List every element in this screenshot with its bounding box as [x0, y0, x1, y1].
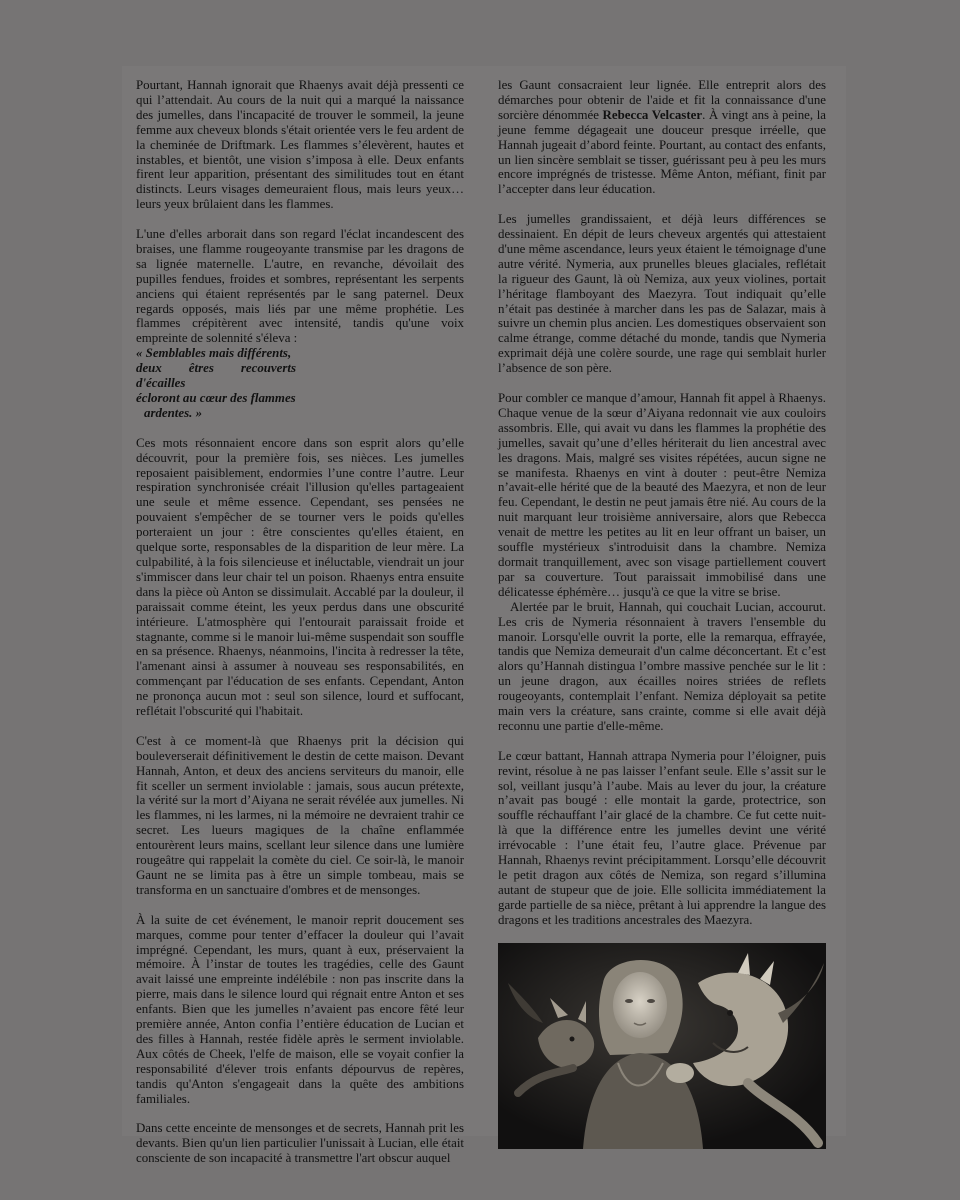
paragraph: Alertée par le bruit, Hannah, qui couchait Lucian, accourut. Les cris de Nymeria résonnaient à travers l'ensemble du manoir. Lorsqu'elle ouvrit la porte, elle la remarqua, effrayée, tandis que Nemiza demeurait d'un calme déconcertant. Et c’est alors qu’Hannah distingua l’ombre massive penchée sur le lit : un jeune dragon, aux écailles noires striées de reflets rougeoyants, contemplait l’enfant. Nemiza déployait sa petite main vers la créature, sans crainte, comme si elle avait déjà reconnu une partie d'elle-même. [498, 599, 826, 733]
quote-line: ardentes. » [144, 405, 203, 420]
right-column [498, 78, 826, 1149]
paragraph: Ces mots résonnaient encore dans son esprit alors qu’elle découvrit, pour la première fois, ses nièces. Les jumelles reposaient paisiblement, endormies l’une contre l’autre. Leur respiration synchronisée créait l'illusion qu'elles partageaient une seule et même essence. Cependant, ses pensées ne pouvaient s'empêcher de se tourner vers le poids qu'elles porteraient un jour : être conscientes qu'elles étaient, en quelque sorte, responsables de la disparition de leur mère. La culpabilité, à la fois silencieuse et inéluctable, viendrait un jour s'immiscer dans leur chair tel un poison. Rhaenys entra ensuite dans la pièce où Anton se dissimulait. Accablé par la douleur, il paraissait comme éteint, les yeux perdus dans une obscurité intérieure. L'atmosphère qui l'entourait paraissait froide et stagnante, comme si le manoir lui-même suspendait son souffle en sa présence. Rhaenys, néanmoins, l'incita à redresser la tête, l'amenant ainsi à assumer à nouveau ses responsabilités, en commençant par l'éducation de ses enfants. Cependant, Anton ne prononça aucun mot : seul son silence, lourd et suffocant, reflétait l'obscurité qui l'habitait. [136, 435, 464, 719]
quote-line: deux êtres recouverts d'écailles [136, 361, 296, 391]
paragraph [498, 78, 826, 197]
prophecy-quote [136, 346, 296, 421]
text-run: les Gaunt consacraient leur lignée. Elle entreprit alors des démarches pour obtenir de l'aide et fit la connaissance d'une sorcière dénommée [498, 78, 826, 122]
quote-line: « Semblables mais différents, [136, 346, 292, 361]
paragraph: À la suite de cet événement, le manoir reprit doucement ses marques, comme pour tenter d’effacer la douleur qui l’avait imprégné. Cependant, les murs, quant à eux, préservaient la mémoire. À l’instar de toutes les tragédies, celle des Gaunt avait laissé une empreinte indélébile : non pas inscrite dans la pierre, mais dans le silence lourd qui régnait entre Anton et ses enfants. Bien que les jumelles n’avaient pas encore fêté leur première année, Anton confia l’entière éducation de Lucian et des filles à Hannah, restée fidèle après le serment inviolable. Aux côtés de Cheek, l'elfe de maison, elle se voyait confier la responsabilité d'élever trois enfants dépourvus de repères, tandis qu'Anton s'engageait dans la quête des ambitions familiales. [136, 912, 464, 1106]
paragraph: Dans cette enceinte de mensonges et de secrets, Hannah prit les devants. Bien qu'un lien particulier l'unissait à Lucian, elle était consciente de son incapacité à transmettre l'art obscur auquel [136, 1121, 464, 1166]
text-run: . À vingt ans à peine, la jeune femme dégageait une douceur presque irréelle, que Hannah jugeait d’abord feinte. Pourtant, au contact des enfants, un lien sincère semblait se tisser, guérissant peu à peu les murs encore imprégnés de tristesse. Même Anton, méfiant, finit par l’accepter dans leur éducation. [498, 107, 827, 197]
left-column [136, 78, 464, 1181]
girl-with-dragon-illustration [498, 943, 826, 1149]
paragraph: Le cœur battant, Hannah attrapa Nymeria pour l’éloigner, puis revint, résolue à ne pas laisser l’enfant seule. Elle s’assit sur le sol, veillant jusqu’à l’aube. Mais au lever du jour, la créature n’avait pas bougé : elle montait la garde, protectrice, son souffle réchauffant l’air glacé de la chambre. Ce fut cette nuit-là que la différence entre les jumelles devint une vérité irrévocable : l’une était feu, l’autre glace. Prévenue par Hannah, Rhaenys revint précipitamment. Lorsqu’elle découvrit le petit dragon aux côtés de Nemiza, son regard s’illumina autant de stupeur que de joie. Elle sollicita immédiatement la garde partielle de sa nièce, prêtant à lui apprendre la langue des dragons et les traditions ancestrales des Maezyra. [498, 748, 826, 927]
paragraph: L'une d'elles arborait dans son regard l'éclat incandescent des braises, une flamme rougeoyante transmise par les dragons de sa lignée maternelle. L'autre, en revanche, dévoilait des pupilles fendues, froides et sombres, représentant les serpents anciens qui étaient représentés par le sang paternel. Deux regards opposés, mais liés par une même prophétie. Les flammes crépitèrent avec intensité, tandis qu'une voix empreinte de solennité s'éleva : [136, 227, 464, 346]
document-page [122, 66, 846, 1166]
quote-line: écloront au cœur des flammes [136, 391, 296, 406]
paragraph: Les jumelles grandissaient, et déjà leurs différences se dessinaient. En dépit de leurs cheveux argentés qui attestaient d'une même ascendance, leurs yeux étaient le témoignage d'une autre vérité. Nymeria, aux prunelles bleues glaciales, reflétait la rigueur des Gaunt, là où Nemiza, aux yeux violines, portait l’héritage flamboyant des Maezyra. Tout indiquait qu’elle n’était pas destinée à marcher dans les pas de Salazar, mais à suivre un chemin plus ancien. Les domestiques observaient son calme étrange, comme détaché du monde, tandis que Nymeria exprimait déjà une colère sourde, une rage qui semblait hurler l’absence de son père. [498, 212, 826, 376]
illustration-art [498, 943, 826, 1149]
paragraph: Pourtant, Hannah ignorait que Rhaenys avait déjà pressenti ce qui l’attendait. Au cours de la nuit qui a marqué la naissance des jumelles, dans l'incapacité de trouver le sommeil, la jeune femme aux cheveux blonds s'était orientée vers le feu ardent de la cheminée de Driftmark. Les flammes s’élevèrent, hautes et instables, et bientôt, une vision s’imposa à elle. Deux enfants firent leur apparition, présentant des similitudes tout en étant distincts. Leurs visages demeuraient flous, mais leurs yeux… leurs yeux brûlaient dans les flammes. [136, 78, 464, 212]
paragraph: Pour combler ce manque d’amour, Hannah fit appel à Rhaenys. Chaque venue de la sœur d’Aiyana redonnait vie aux couloirs assombris. Elle, qui avait vu dans les flammes la prophétie des jumelles, savait qu’une d’elles hériterait du lien ancestral avec les dragons. Mais, malgré ses visites répétées, aucun signe ne se manifesta. Rhaenys en vint à douter : peut-être Nemiza n’avait-elle hérité que de la beauté des Maezyra, et non de leur feu. Cependant, le destin ne peut jamais être nié. Au cours de la nuit marquant leur troisième anniversaire, alors que Rebecca venait de mettre les petites au lit en leur offrant un baiser, un souffle mystérieux s'introduisit dans la chambre. Nemiza dormait tranquillement, avec son visage partiellement couvert par sa couverture. Tout paraissait immobilisé dans une délicatesse éphémère… jusqu'à ce que la vitre se brise. [498, 391, 826, 599]
character-name: Rebecca Velcaster [602, 107, 703, 122]
paragraph: C'est à ce moment-là que Rhaenys prit la décision qui bouleverserait définitivement le destin de cette maison. Devant Hannah, Anton, et deux des anciens serviteurs du manoir, elle fit sceller un serment inviolable : jamais, sous aucun prétexte, la vérité sur la mort d’Aiyana ne serait révélée aux jumelles. Ni les flammes, ni les larmes, ni la mémoire ne devraient trahir ce secret. Les lueurs magiques de la chaîne enflammée entourèrent leurs mains, scellant leur silence dans une lumière rougeâtre qui rappelait la comète du ciel. Ce soir-là, le manoir Gaunt ne se limita pas à être un simple tombeau, mais se transforma en un sanctuaire d'ombres et de mensonges. [136, 733, 464, 897]
